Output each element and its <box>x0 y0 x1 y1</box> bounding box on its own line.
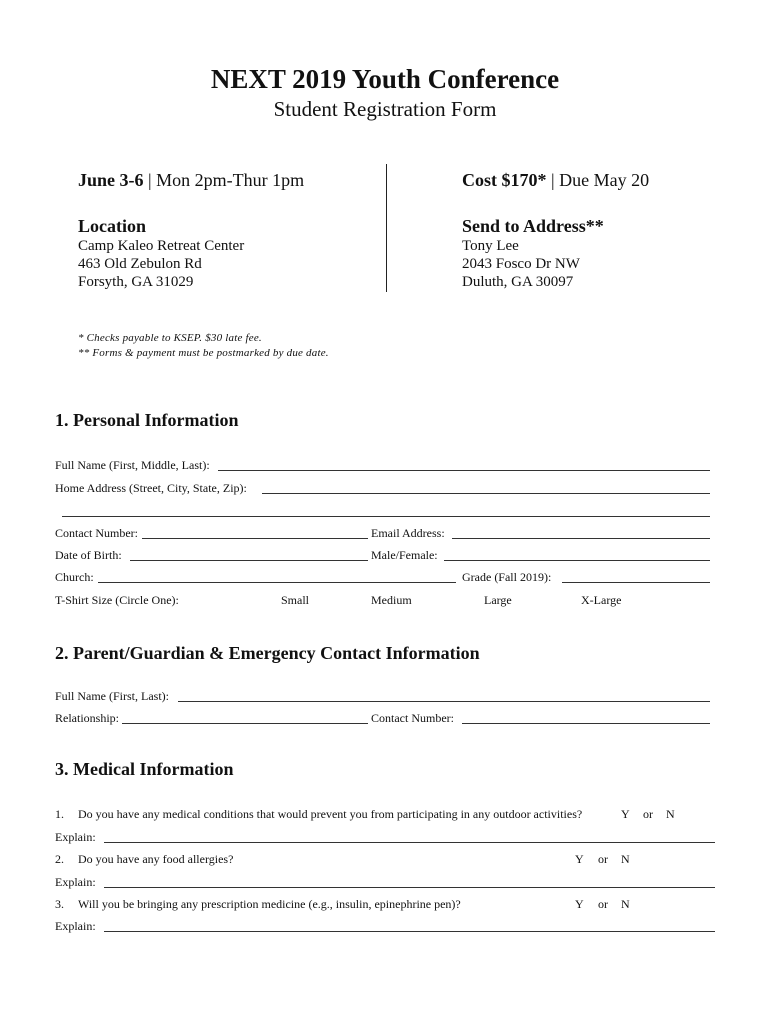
tshirt-label: T-Shirt Size (Circle One): <box>55 593 179 607</box>
medical-q1-text: Do you have any medical conditions that would prevent you from participating in any outdoor activities? <box>78 807 583 821</box>
medical-q1-explain-field[interactable] <box>104 842 715 843</box>
medical-q2-text: Do you have any food allergies? <box>78 852 234 866</box>
church-field[interactable] <box>98 582 456 583</box>
tshirt-option-large[interactable]: Large <box>484 593 512 607</box>
form-subtitle: Student Registration Form <box>273 97 497 121</box>
section-medical-heading: 3. Medical Information <box>55 759 234 779</box>
medical-q3-explain-field[interactable] <box>104 931 715 932</box>
send-address-line: Tony Lee <box>462 238 519 254</box>
event-dates-bold: June 3-6 <box>78 170 144 190</box>
send-address-label: Send to Address** <box>462 216 604 236</box>
contact-number-label: Contact Number: <box>55 526 138 540</box>
location-line: 463 Old Zebulon Rd <box>78 256 202 272</box>
email-field[interactable] <box>452 538 710 539</box>
event-cost <box>462 170 649 191</box>
event-dates <box>78 170 304 191</box>
grade-label: Grade (Fall 2019): <box>462 570 552 584</box>
medical-q1-no[interactable]: N <box>666 807 675 821</box>
medical-q1-number: 1. <box>55 807 64 821</box>
grade-field[interactable] <box>562 582 710 583</box>
medical-q1-explain-label: Explain: <box>55 830 96 844</box>
home-address-field[interactable] <box>262 493 710 494</box>
note-postmark: ** Forms & payment must be postmarked by due date. <box>78 347 329 359</box>
medical-q2-explain-field[interactable] <box>104 887 715 888</box>
dob-field[interactable] <box>130 560 368 561</box>
tshirt-option-small[interactable]: Small <box>281 593 310 607</box>
location-line: Camp Kaleo Retreat Center <box>78 238 245 254</box>
relationship-label: Relationship: <box>55 711 119 725</box>
medical-q1-or: or <box>643 807 653 821</box>
send-address <box>462 237 580 291</box>
dob-label: Date of Birth: <box>55 548 122 562</box>
tshirt-option-medium[interactable]: Medium <box>371 593 412 607</box>
full-name-field[interactable] <box>218 470 710 471</box>
note-checks: * Checks payable to KSEP. $30 late fee. <box>78 332 262 344</box>
section-personal-heading: 1. Personal Information <box>55 410 239 430</box>
event-cost-bold: Cost $170* <box>462 170 547 190</box>
send-address-line: 2043 Fosco Dr NW <box>462 256 580 272</box>
medical-q3-or: or <box>598 897 608 911</box>
medical-q2-or: or <box>598 852 608 866</box>
column-divider <box>386 164 387 292</box>
location-address <box>78 237 244 291</box>
home-address-field-line2[interactable] <box>62 516 710 517</box>
relationship-field[interactable] <box>122 723 368 724</box>
medical-q2-explain-label: Explain: <box>55 875 96 889</box>
church-label: Church: <box>55 570 94 584</box>
section-guardian-heading: 2. Parent/Guardian & Emergency Contact Information <box>55 643 480 663</box>
medical-q3-explain-label: Explain: <box>55 919 96 933</box>
form-title: NEXT 2019 Youth Conference <box>210 64 560 94</box>
contact-number-field[interactable] <box>142 538 368 539</box>
send-address-line: Duluth, GA 30097 <box>462 274 574 290</box>
medical-q3-no[interactable]: N <box>621 897 630 911</box>
guardian-contact-label: Contact Number: <box>371 711 454 725</box>
gender-field[interactable] <box>444 560 710 561</box>
guardian-name-label: Full Name (First, Last): <box>55 689 169 703</box>
location-label: Location <box>78 216 147 236</box>
medical-q3-yes[interactable]: Y <box>575 897 584 911</box>
event-dates-rest: | Mon 2pm-Thur 1pm <box>143 170 305 190</box>
guardian-name-field[interactable] <box>178 701 710 702</box>
home-address-label: Home Address (Street, City, State, Zip): <box>55 481 247 495</box>
email-label: Email Address: <box>371 526 445 540</box>
gender-label: Male/Female: <box>371 548 438 562</box>
medical-q2-number: 2. <box>55 852 64 866</box>
event-cost-rest: | Due May 20 <box>546 170 650 190</box>
medical-q2-yes[interactable]: Y <box>575 852 584 866</box>
medical-q3-text: Will you be bringing any prescription medicine (e.g., insulin, epinephrine pen)? <box>78 897 461 911</box>
medical-q3-number: 3. <box>55 897 64 911</box>
medical-q1-yes[interactable]: Y <box>621 807 630 821</box>
guardian-contact-field[interactable] <box>462 723 710 724</box>
medical-q2-no[interactable]: N <box>621 852 630 866</box>
location-line: Forsyth, GA 31029 <box>78 274 194 290</box>
tshirt-option-xlarge[interactable]: X-Large <box>581 593 622 607</box>
full-name-label: Full Name (First, Middle, Last): <box>55 458 210 472</box>
